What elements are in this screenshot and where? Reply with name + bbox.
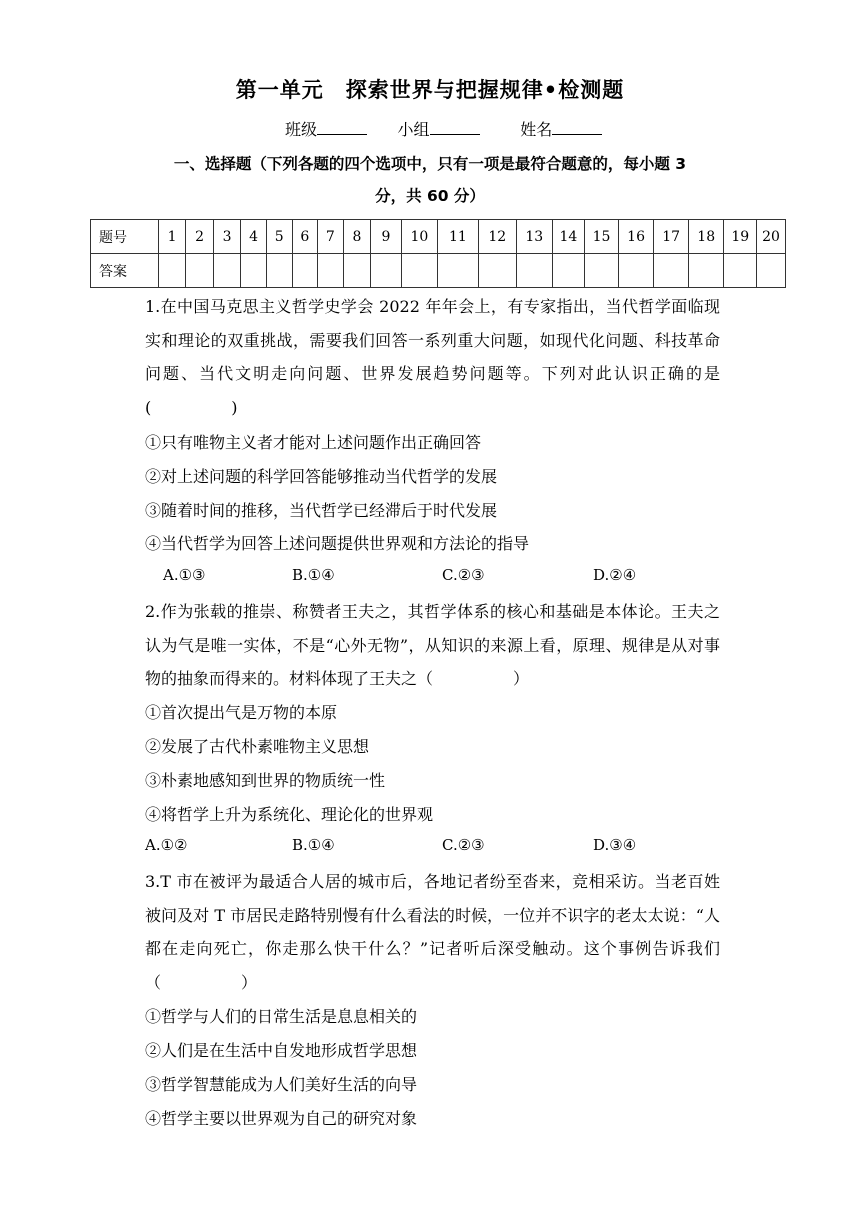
answer-cell[interactable] — [654, 254, 689, 288]
answer-cell[interactable] — [186, 254, 214, 288]
question-number-cell: 6 — [292, 220, 318, 254]
class-label: 班级 — [285, 120, 318, 139]
answer-cell[interactable] — [266, 254, 292, 288]
question-1-item: ④当代哲学为回答上述问题提供世界观和方法论的指导 — [145, 534, 530, 553]
answer-cell[interactable] — [585, 254, 619, 288]
question-number-cell: 11 — [438, 220, 478, 254]
question-number-cell: 20 — [757, 220, 786, 254]
option-d[interactable]: D.②④ — [593, 566, 637, 584]
question-number-cell: 2 — [186, 220, 214, 254]
question-number-cell: 10 — [401, 220, 438, 254]
question-number-cell: 9 — [371, 220, 401, 254]
answer-header: 答案 — [91, 254, 159, 288]
answer-cell[interactable] — [517, 254, 553, 288]
option-c[interactable]: C.②③ — [442, 836, 485, 854]
answer-table — [90, 219, 786, 288]
question-number-cell: 5 — [266, 220, 292, 254]
question-number-cell: 16 — [618, 220, 654, 254]
question-2-item: ③朴素地感知到世界的物质统一性 — [145, 771, 386, 790]
question-1-item: ①只有唯物主义者才能对上述问题作出正确回答 — [145, 433, 482, 452]
page-title: 第一单元 探索世界与把握规律•检测题 — [235, 78, 625, 102]
group-label: 小组 — [397, 120, 430, 139]
name-label: 姓名 — [520, 120, 553, 139]
option-b[interactable]: B.①④ — [292, 566, 335, 584]
answer-cell[interactable] — [343, 254, 371, 288]
question-3-item: ③哲学智慧能成为人们美好生活的向导 — [145, 1075, 418, 1094]
answer-cell[interactable] — [371, 254, 401, 288]
question-2-item: ②发展了古代朴素唯物主义思想 — [145, 737, 370, 756]
section-heading-line1: 一、选择题（下列各题的四个选项中，只有一项是最符合题意的，每小题 3 — [173, 155, 687, 173]
answer-cell[interactable] — [158, 254, 186, 288]
question-number-cell: 4 — [241, 220, 267, 254]
group-blank[interactable] — [430, 118, 480, 135]
question-number-cell: 1 — [158, 220, 186, 254]
section-heading-line2: 分，共 60 分） — [375, 187, 485, 205]
option-b[interactable]: B.①④ — [292, 836, 335, 854]
answer-cell[interactable] — [318, 254, 344, 288]
option-a[interactable]: A.①② — [145, 836, 188, 854]
question-3-stem: 3.T 市在被评为最适合人居的城市后，各地记者纷至沓来，竞相采访。当老百姓被问及对 T 市居民走路特别慢有什么看法的时候，一位并不识字的老太太说：“人都在走向死亡，你走那么快干什么？”记者听后深受触动。这个事例告诉我们（ ） — [145, 872, 720, 992]
question-1-item: ③随着时间的推移，当代哲学已经滞后于时代发展 — [145, 501, 498, 520]
question-3-item: ②人们是在生活中自发地形成哲学思想 — [145, 1041, 418, 1060]
question-3-item: ④哲学主要以世界观为自己的研究对象 — [145, 1109, 418, 1128]
question-number-cell: 13 — [517, 220, 553, 254]
option-c[interactable]: C.②③ — [442, 566, 485, 584]
answer-cell[interactable] — [757, 254, 786, 288]
answer-cell[interactable] — [292, 254, 318, 288]
question-2-item: ①首次提出气是万物的本原 — [145, 703, 338, 722]
question-2-options — [145, 836, 745, 858]
question-number-header: 题号 — [91, 220, 159, 254]
question-2-item: ④将哲学上升为系统化、理论化的世界观 — [145, 805, 434, 824]
question-number-cell: 14 — [552, 220, 585, 254]
question-number-cell: 3 — [213, 220, 241, 254]
question-number-cell: 17 — [654, 220, 689, 254]
name-blank[interactable] — [552, 118, 602, 135]
question-2-stem: 2.作为张载的推崇、称赞者王夫之，其哲学体系的核心和基础是本体论。王夫之认为气是唯一实体，不是“心外无物”，从知识的来源上看，原理、规律是从对事物的抽象而得来的。材料体现了王夫之（ ） — [145, 602, 720, 688]
question-number-cell: 12 — [478, 220, 516, 254]
option-d[interactable]: D.③④ — [593, 836, 637, 854]
student-info-line — [285, 117, 602, 140]
answer-cell[interactable] — [724, 254, 757, 288]
question-1-item: ②对上述问题的科学回答能够推动当代哲学的发展 — [145, 467, 498, 486]
answer-cell[interactable] — [401, 254, 438, 288]
question-number-cell: 8 — [343, 220, 371, 254]
question-1-options — [145, 566, 745, 588]
answer-cell[interactable] — [552, 254, 585, 288]
answer-cell[interactable] — [618, 254, 654, 288]
option-a[interactable]: A.①③ — [163, 566, 206, 584]
answer-cell[interactable] — [241, 254, 267, 288]
answer-cell[interactable] — [478, 254, 516, 288]
answer-cell[interactable] — [213, 254, 241, 288]
question-number-cell: 15 — [585, 220, 619, 254]
question-number-cell: 18 — [688, 220, 724, 254]
question-3-item: ①哲学与人们的日常生活是息息相关的 — [145, 1007, 418, 1026]
answer-cell[interactable] — [438, 254, 478, 288]
answer-row — [91, 254, 786, 288]
question-1-stem: 1.在中国马克思主义哲学史学会 2022 年年会上，有专家指出，当代哲学面临现实和理论的双重挑战，需要我们回答一系列重大问题，如现代化问题、科技革命问题、当代文明走向问题、世界发展趋势问题等。下列对此认识正确的是( ) — [145, 297, 720, 417]
question-number-row — [91, 220, 786, 254]
question-number-cell: 19 — [724, 220, 757, 254]
class-blank[interactable] — [317, 118, 367, 135]
answer-cell[interactable] — [688, 254, 724, 288]
question-number-cell: 7 — [318, 220, 344, 254]
